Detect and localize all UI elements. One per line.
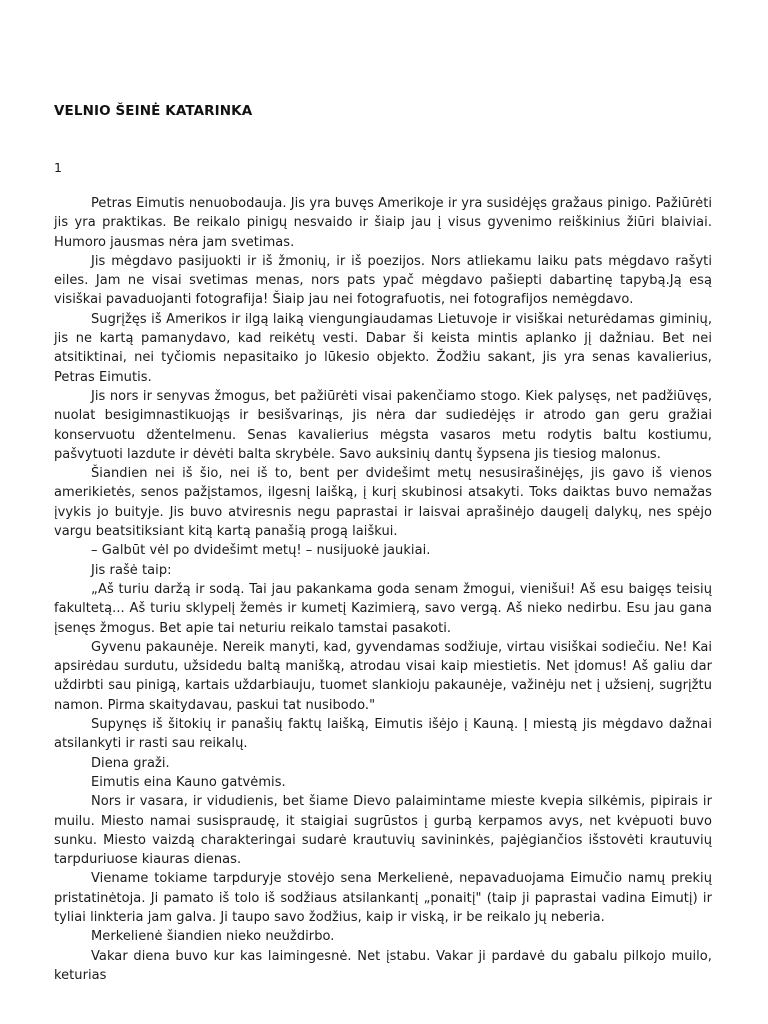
paragraph: Supynęs iš šitokių ir panašių faktų laišką, Eimutis išėjo į Kauną. Į miestą jis mėgdavo dažnai atsilankyti ir rasti sau reikalų. — [54, 717, 712, 752]
document-title: VELNIO ŠEINĖ KATARINKA — [54, 103, 253, 119]
paragraph: Jis nors ir senyvas žmogus, bet pažiūrėti visai pakenčiamo stogo. Kiek palysęs, net padžiūvęs, nuolat besigimnastikuojąs ir besišvarinąs, jis nėra dar sudiedėjęs ir atrodo gan geru gražiai konservuotu džentelmenu. Senas kavalierius mėgsta vasaros metu rodytis baltu kostiumu, pašvytuoti lazdute ir dėvėti balta skrybėle. Savo auksinių dantų šypsena jis tiesiog malonus. — [54, 388, 712, 462]
paragraph: Nors ir vasara, ir vidudienis, bet šiame Dievo palaimintame mieste kvepia silkėmis, pipirais ir muilu. Miesto namai susispraudę, it staigiai sugrūstos į gurbą kerpamos avys, net kvėpuoti buvo sunku. Miesto vaizdą charakteringai sudarė krautuvių savininkės, pajėgiančios išstovėti krautuvių tarpduriuose kiauras dienas. — [54, 794, 712, 868]
paragraph: Jis mėgdavo pasijuokti ir iš žmonių, ir iš poezijos. Nors atliekamu laiku pats mėgdavo rašyti eiles. Jam ne visai svetimas menas, nors pats ypač mėgdavo pašiepti dabartinę tapybą.Ją esą visiškai pavaduojanti fotografija! Šiaip jau nei fotografuotis, nei fotografijos nemėgdavo. — [54, 253, 712, 308]
paragraph: Viename tokiame tarpduryje stovėjo sena Merkelienė, nepavaduojama Eimučio namų prekių pristatinėtoja. Ji pamato iš tolo iš sodžiaus atsilankantį „ponaitį" (taip ji paprastai vadina Eimutį) ir tyliai linkteria jam galva. Ji taupo savo žodžius, kaip ir viską, ir be reikalo jų neberia. — [54, 871, 712, 925]
paragraph: Gyvenu pakaunėje. Nereik manyti, kad, gyvendamas sodžiuje, virtau visiškai sodiečiu. Ne! Kai apsirėdau surdutu, užsidedu baltą manišką, atrodau visai kaip miestietis. Net įdomus! Aš galiu dar uždirbti sau pinigą, kartais uždarbiauju, tuomet slankioju pakaunėje, važinėju net į užsienį, sugrįžtu namon. Pirma skaitydavau, paskui tat nusibodo." — [54, 639, 712, 713]
paragraph: Petras Eimutis nenuobodauja. Jis yra buvęs Amerikoje ir yra susidėjęs gražaus pinigo. Pažiūrėti jis yra praktikas. Be reikalo pinigų nesvaido ir šiaip jau į visus gyvenimo reiškinius žiūri blaiviai. Humoro jausmas nėra jam svetimas. — [54, 196, 712, 250]
document-body — [54, 194, 712, 985]
paragraph: Vakar diena buvo kur kas laimingesnė. Net įstabu. Vakar ji pardavė du gabalu pilkojo muilo, keturias — [54, 948, 712, 983]
paragraph: Sugrįžęs iš Amerikos ir ilgą laiką viengungiaudamas Lietuvoje ir visiškai neturėdamas giminių, jis ne kartą pamanydavo, kad reikėtų vesti. Dabar ši keista mintis aplanko jį dažniau. Bet nei atsitiktinai, nei tyčiomis nepasitaiko jo lūkesio objekto. Žodžiu sakant, jis yra senas kavalierius, Petras Eimutis. — [54, 311, 712, 385]
paragraph: – Galbūt vėl po dvidešimt metų! – nusijuokė jaukiai. — [91, 543, 431, 559]
paragraph: Diena graži. — [91, 755, 170, 771]
paragraph: Jis rašė taip: — [91, 562, 172, 578]
paragraph: „Aš turiu daržą ir sodą. Tai jau pakankama goda senam žmogui, vienišui! Aš esu baigęs teisių fakultetą... Aš turiu sklypelį žemės ir kumetį Kazimierą, savo vergą. Aš nieko nedirbu. Esu jau gana įsenęs žmogus. Bet apie tai neturiu reikalo tamstai pasakoti. — [54, 581, 712, 636]
paragraph: Eimutis eina Kauno gatvėmis. — [91, 774, 286, 790]
paragraph: Šiandien nei iš šio, nei iš to, bent per dvidešimt metų nesusirašinėjęs, jis gavo iš vienos amerikietės, senos pažįstamos, ilgesnį laišką, į kurį skubinosi atsakyti. Toks daiktas buvo nemažas įvykis jo buityje. Jis buvo atviresnis negu paprastai ir laisvai aprašinėjo daugelį dalykų, nes spėjo vargu beatsitiksiant kitą kartą panašią progą laiškui. — [54, 466, 712, 540]
paragraph: Merkelienė šiandien nieko neuždirbo. — [91, 929, 335, 945]
chapter-number: 1 — [54, 160, 62, 175]
